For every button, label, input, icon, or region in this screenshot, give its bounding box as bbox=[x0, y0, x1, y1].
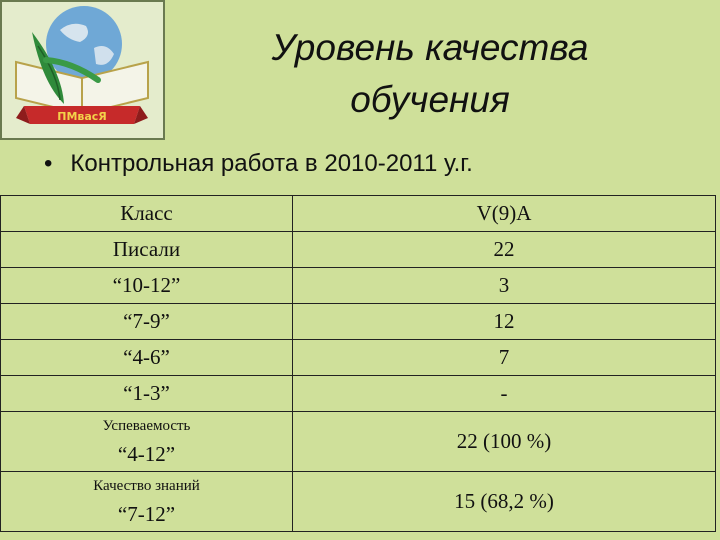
results-table bbox=[0, 195, 716, 532]
row-value: 22 bbox=[293, 232, 716, 268]
summary-label bbox=[1, 412, 293, 472]
svg-text:ПМвасЯ: ПМвасЯ bbox=[57, 110, 107, 123]
table-row bbox=[1, 304, 716, 340]
row-value: 7 bbox=[293, 340, 716, 376]
row-label: Писали bbox=[1, 232, 293, 268]
title-line-2: обучения bbox=[350, 79, 510, 120]
row-label: Класс bbox=[1, 196, 293, 232]
summary-value: 22 (100 %) bbox=[293, 412, 716, 472]
row-value: 3 bbox=[293, 268, 716, 304]
title-line-1: Уровень качества bbox=[271, 27, 589, 68]
row-value: 12 bbox=[293, 304, 716, 340]
row-label: “4-6” bbox=[1, 340, 293, 376]
summary-row-quality bbox=[1, 472, 716, 532]
table-row bbox=[1, 196, 716, 232]
row-value: - bbox=[293, 376, 716, 412]
row-label: “10-12” bbox=[1, 268, 293, 304]
summary-label bbox=[1, 472, 293, 532]
summary-range: “7-12” bbox=[117, 501, 176, 526]
table-row bbox=[1, 232, 716, 268]
globe-book-logo-icon bbox=[2, 2, 163, 138]
table-row bbox=[1, 268, 716, 304]
page-title bbox=[180, 22, 680, 126]
table-row bbox=[1, 340, 716, 376]
table-row bbox=[1, 376, 716, 412]
summary-value: 15 (68,2 %) bbox=[293, 472, 716, 532]
summary-title: Успеваемость bbox=[102, 417, 191, 434]
bullet-item bbox=[44, 150, 473, 178]
summary-row-performance bbox=[1, 412, 716, 472]
summary-range: “4-12” bbox=[117, 441, 176, 466]
logo bbox=[0, 0, 165, 140]
row-label: “1-3” bbox=[1, 376, 293, 412]
row-label: “7-9” bbox=[1, 304, 293, 340]
bullet-dot: • bbox=[44, 150, 53, 177]
bullet-text: Контрольная работа в 2010-2011 у.г. bbox=[70, 150, 473, 177]
summary-title: Качество знаний bbox=[93, 477, 200, 494]
row-value: V(9)А bbox=[293, 196, 716, 232]
